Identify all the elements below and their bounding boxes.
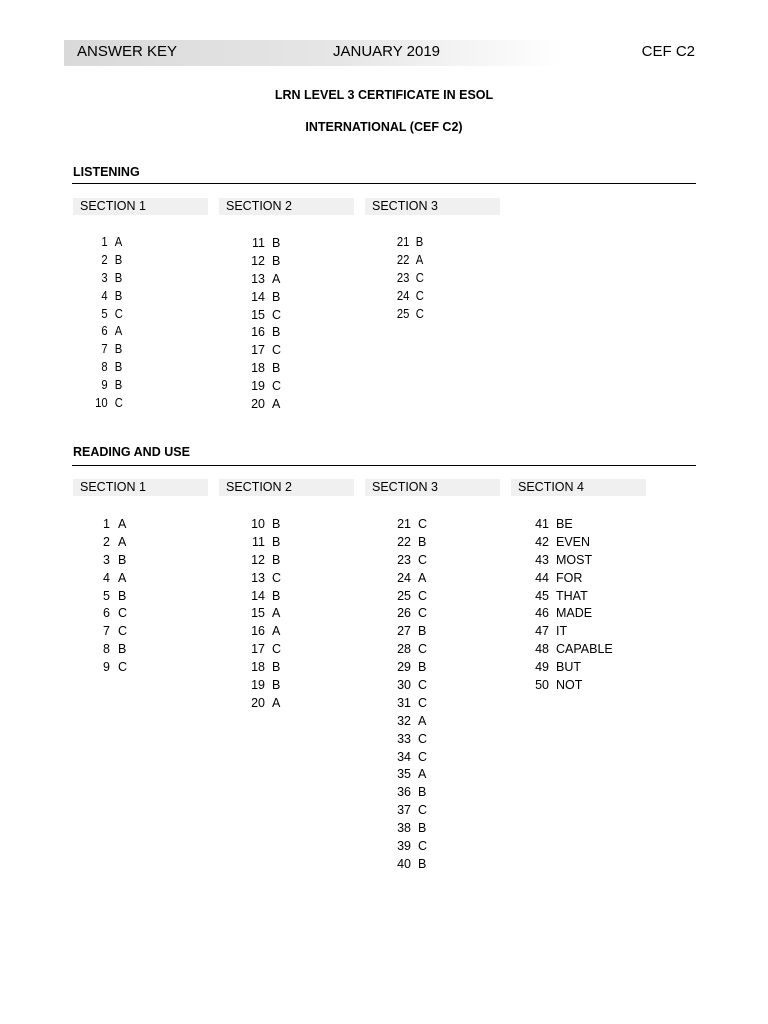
answer-value: THAT [556, 588, 588, 603]
reading-section-1-label: SECTION 1 [73, 479, 208, 496]
answer-item [86, 605, 127, 623]
answer-item [249, 360, 281, 378]
question-number: 9 [101, 378, 108, 393]
answer-item [533, 534, 613, 552]
answer-value: A [418, 713, 427, 728]
answer-item [533, 552, 613, 570]
question-number: 5 [103, 588, 110, 603]
question-number: 1 [101, 235, 108, 249]
listening-section-1-label: SECTION 1 [73, 198, 208, 215]
answer-value: C [272, 307, 282, 322]
reading-heading: READING AND USE [73, 445, 190, 459]
question-number: 9 [103, 660, 110, 675]
answer-value: MOST [556, 552, 593, 567]
answer-item [395, 605, 427, 623]
question-number: 5 [101, 306, 108, 321]
answer-item [86, 395, 123, 413]
answer-item [249, 342, 281, 360]
answer-value: B [118, 588, 127, 603]
answer-item [86, 516, 127, 534]
answer-item [249, 552, 281, 570]
answer-item [395, 766, 427, 784]
answer-item [249, 271, 281, 289]
answer-item [533, 623, 613, 641]
question-number: 12 [251, 253, 265, 268]
question-number: 40 [397, 856, 411, 871]
question-number: 8 [103, 642, 110, 657]
answer-value: C [118, 624, 128, 639]
answer-item [86, 534, 127, 552]
answer-value: B [272, 552, 281, 567]
answer-item [86, 341, 123, 359]
answer-value: C [272, 379, 282, 394]
question-number: 26 [397, 606, 411, 621]
answer-value: A [118, 570, 127, 585]
answer-value: A [114, 324, 123, 339]
answer-value: CAPABLE [556, 642, 613, 657]
question-number: 23 [397, 552, 411, 567]
answer-item [395, 677, 427, 695]
question-number: 34 [397, 749, 411, 764]
reading-section-2-answers [249, 516, 281, 713]
answer-item [395, 802, 427, 820]
answer-value: B [418, 624, 427, 639]
question-number: 15 [251, 606, 265, 621]
answer-value: B [272, 236, 281, 250]
question-number: 11 [252, 534, 265, 549]
question-number: 46 [535, 606, 549, 621]
answer-value: C [415, 306, 424, 321]
answer-value: C [415, 270, 424, 285]
answer-item [249, 659, 281, 677]
question-number: 21 [396, 235, 410, 249]
question-number: 14 [251, 588, 265, 603]
question-number: 35 [397, 767, 411, 782]
question-number: 19 [251, 379, 265, 394]
reading-section-3-answers [395, 516, 427, 874]
answer-item [533, 659, 613, 677]
answer-value: BE [556, 517, 573, 531]
reading-section-4-answers [533, 516, 613, 695]
question-number: 2 [103, 534, 110, 549]
answer-item [249, 378, 281, 396]
question-number: 13 [251, 271, 265, 286]
question-number: 29 [397, 660, 411, 675]
answer-item [249, 253, 281, 271]
question-number: 42 [535, 534, 549, 549]
question-number: 17 [251, 642, 265, 657]
question-number: 8 [101, 360, 108, 375]
reading-section-3-label: SECTION 3 [365, 479, 500, 496]
question-number: 22 [397, 534, 411, 549]
answer-value: B [272, 660, 281, 675]
answer-item [395, 234, 424, 252]
answer-item [86, 552, 127, 570]
answer-value: B [114, 342, 123, 357]
answer-value: B [114, 360, 123, 375]
question-number: 10 [251, 517, 265, 531]
header-date: JANUARY 2019 [333, 43, 441, 60]
listening-section-1-answers [86, 234, 123, 413]
question-number: 25 [396, 306, 410, 321]
question-number: 39 [397, 839, 411, 854]
answer-item [249, 396, 281, 414]
answer-value: A [272, 606, 281, 621]
question-number: 7 [101, 342, 108, 357]
answer-item [249, 570, 281, 588]
question-number: 22 [396, 252, 410, 267]
answer-item [86, 623, 127, 641]
answer-value: B [118, 642, 127, 657]
answer-item [395, 252, 424, 270]
answer-value: BUT [556, 660, 581, 675]
question-number: 17 [251, 343, 265, 358]
answer-item [533, 605, 613, 623]
question-number: 4 [103, 570, 110, 585]
question-number: 6 [101, 324, 108, 339]
answer-item [533, 570, 613, 588]
answer-value: B [418, 821, 427, 836]
answer-item [395, 731, 427, 749]
reading-section-4-label: SECTION 4 [511, 479, 646, 496]
answer-item [395, 516, 427, 534]
answer-value: A [415, 252, 424, 267]
answer-item [395, 659, 427, 677]
question-number: 32 [397, 713, 411, 728]
answer-item [249, 677, 281, 695]
question-number: 21 [397, 517, 411, 531]
answer-value: B [114, 378, 123, 393]
question-number: 3 [101, 270, 108, 285]
question-number: 18 [251, 361, 265, 376]
answer-value: B [114, 252, 123, 267]
answer-item [249, 605, 281, 623]
answer-item [249, 324, 281, 342]
question-number: 20 [251, 397, 265, 412]
question-number: 16 [251, 624, 265, 639]
question-number: 27 [397, 624, 411, 639]
answer-item [86, 641, 127, 659]
answer-value: C [418, 642, 428, 657]
answer-value: C [272, 343, 282, 358]
answer-item [395, 641, 427, 659]
answer-value: A [118, 517, 127, 531]
question-number: 23 [396, 270, 410, 285]
answer-item [395, 270, 424, 288]
answer-value: B [415, 235, 424, 249]
question-number: 19 [251, 678, 265, 693]
answer-value: IT [556, 624, 568, 639]
answer-item [533, 677, 613, 695]
answer-item [86, 234, 123, 252]
answer-value: B [272, 517, 281, 531]
answer-value: B [272, 678, 281, 693]
answer-item [395, 856, 427, 874]
answer-value: B [114, 288, 123, 303]
answer-item [249, 641, 281, 659]
answer-value: B [418, 534, 427, 549]
answer-item [86, 323, 123, 341]
header-level: CEF C2 [641, 43, 695, 60]
answer-item [249, 289, 281, 307]
answer-value: C [418, 803, 428, 818]
answer-value: A [272, 695, 281, 710]
question-number: 1 [103, 517, 110, 531]
question-number: 47 [535, 624, 549, 639]
question-number: 50 [535, 678, 549, 693]
answer-value: B [272, 361, 281, 376]
question-number: 6 [103, 606, 110, 621]
answer-value: C [114, 306, 123, 321]
answer-item [395, 552, 427, 570]
answer-value: C [118, 606, 128, 621]
answer-value: C [272, 570, 282, 585]
question-number: 3 [103, 552, 110, 567]
answer-value: C [114, 396, 123, 411]
reading-section-1-answers [86, 516, 127, 677]
answer-value: A [418, 570, 427, 585]
answer-value: A [272, 397, 281, 412]
answer-value: C [418, 839, 428, 854]
answer-item [395, 695, 427, 713]
question-number: 33 [397, 731, 411, 746]
answer-value: B [272, 534, 281, 549]
question-number: 43 [535, 552, 549, 567]
answer-value: C [418, 731, 428, 746]
answer-item [249, 534, 281, 552]
question-number: 20 [251, 695, 265, 710]
answer-value: B [418, 660, 427, 675]
answer-item [395, 623, 427, 641]
answer-value: A [114, 235, 123, 249]
question-number: 48 [535, 642, 549, 657]
question-number: 36 [397, 785, 411, 800]
question-number: 24 [397, 570, 411, 585]
answer-value: NOT [556, 678, 583, 693]
question-number: 2 [101, 252, 108, 267]
answer-value: B [272, 253, 281, 268]
answer-value: MADE [556, 606, 593, 621]
question-number: 31 [397, 695, 411, 710]
answer-value: B [418, 785, 427, 800]
answer-item [395, 784, 427, 802]
answer-item [395, 713, 427, 731]
listening-section-3-answers [395, 234, 424, 323]
question-number: 28 [397, 642, 411, 657]
answer-value: C [118, 660, 128, 675]
answer-value: B [114, 270, 123, 285]
listening-section-2-answers [249, 235, 281, 414]
question-number: 16 [251, 325, 265, 340]
question-number: 13 [251, 570, 265, 585]
listening-section-3-label: SECTION 3 [365, 198, 500, 215]
answer-item [86, 252, 123, 270]
question-number: 15 [251, 307, 265, 322]
answer-value: C [418, 517, 428, 531]
reading-section-2-label: SECTION 2 [219, 479, 354, 496]
answer-value: C [418, 749, 428, 764]
answer-value: B [272, 289, 281, 304]
answer-item [395, 570, 427, 588]
question-number: 25 [397, 588, 411, 603]
answer-value: A [272, 271, 281, 286]
answer-item [249, 516, 281, 534]
answer-item [395, 534, 427, 552]
answer-item [395, 838, 427, 856]
answer-value: A [272, 624, 281, 639]
question-number: 37 [397, 803, 411, 818]
answer-value: C [418, 695, 428, 710]
answer-item [395, 588, 427, 606]
answer-item [86, 288, 123, 306]
answer-item [249, 623, 281, 641]
answer-item [395, 306, 424, 324]
answer-value: C [415, 288, 424, 303]
answer-value: B [418, 856, 427, 871]
listening-divider [72, 183, 696, 184]
answer-value: A [118, 534, 127, 549]
answer-item [86, 359, 123, 377]
answer-item [86, 306, 123, 324]
question-number: 41 [535, 517, 549, 531]
answer-value: B [272, 325, 281, 340]
answer-value: C [418, 606, 428, 621]
answer-item [533, 588, 613, 606]
answer-value: B [118, 552, 127, 567]
listening-heading: LISTENING [73, 165, 140, 179]
answer-value: C [418, 552, 428, 567]
answer-value: B [272, 588, 281, 603]
answer-item [533, 516, 613, 534]
answer-item [86, 588, 127, 606]
answer-item [86, 570, 127, 588]
question-number: 4 [101, 288, 108, 303]
answer-item [395, 820, 427, 838]
answer-item [395, 288, 424, 306]
answer-item [249, 307, 281, 325]
question-number: 30 [397, 678, 411, 693]
question-number: 12 [251, 552, 265, 567]
reading-divider [72, 465, 696, 466]
answer-value: EVEN [556, 534, 591, 549]
answer-item [249, 235, 281, 253]
answer-item [249, 695, 281, 713]
document-title: LRN LEVEL 3 CERTIFICATE IN ESOL [274, 88, 494, 102]
answer-item [86, 659, 127, 677]
question-number: 44 [535, 570, 549, 585]
question-number: 24 [396, 288, 410, 303]
document-subtitle: INTERNATIONAL (CEF C2) [305, 120, 463, 134]
answer-item [395, 749, 427, 767]
question-number: 45 [535, 588, 549, 603]
answer-value: C [418, 588, 428, 603]
question-number: 18 [251, 660, 265, 675]
question-number: 14 [251, 289, 265, 304]
question-number: 11 [252, 236, 265, 250]
header-answer-key: ANSWER KEY [77, 43, 178, 60]
answer-item [86, 377, 123, 395]
answer-item [533, 641, 613, 659]
answer-value: A [418, 767, 427, 782]
listening-section-2-label: SECTION 2 [219, 198, 354, 215]
question-number: 7 [103, 624, 110, 639]
answer-value: C [418, 678, 428, 693]
question-number: 10 [95, 396, 108, 411]
question-number: 38 [397, 821, 411, 836]
answer-item [86, 270, 123, 288]
answer-value: FOR [556, 570, 583, 585]
answer-item [249, 588, 281, 606]
answer-value: C [272, 642, 282, 657]
question-number: 49 [535, 660, 549, 675]
